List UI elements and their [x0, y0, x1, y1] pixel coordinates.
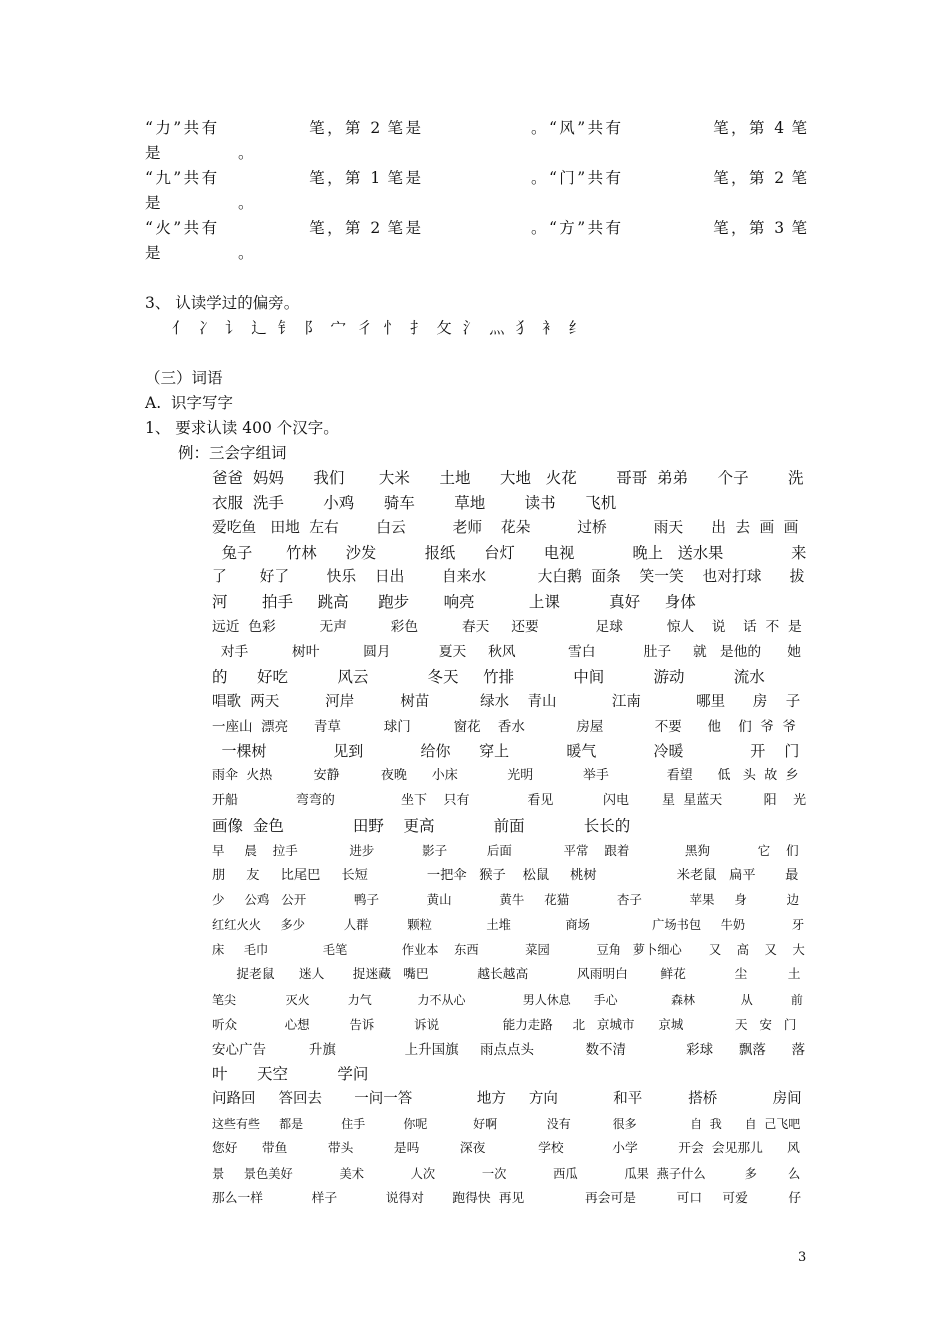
stroke-question-2-cont: 是 。 — [145, 194, 254, 212]
word-list-line: 河 拍手 跳高 跑步 响亮 上课 真好 身体 — [212, 593, 696, 611]
word-list-line: 衣服 洗手 小鸡 骑车 草地 读书 飞机 — [212, 494, 617, 512]
word-list-line: 一座山 漂亮 青草 球门 窗花 香水 房屋 不要 他 们 爷 爷 — [212, 719, 796, 735]
stroke-question-1-cont: 是 。 — [145, 144, 254, 162]
word-list-line: 开船 弯弯的 坐下 只有 看见 闪电 星 星蓝天 阳 光 — [212, 793, 807, 808]
word-list-line: 爸爸 妈妈 我们 大米 土地 大地 火花 哥哥 弟弟 个子 洗 — [212, 469, 804, 487]
stroke-question-2: “九”共有 笔，第 1 笔是 。“门”共有 笔，第 2 笔 — [145, 169, 807, 187]
word-list-line: 兔子 竹林 沙发 报纸 台灯 电视 晚上 送水果 来 — [212, 544, 807, 562]
word-list-line: 朋 友 比尾巴 长短 一把伞 猴子 松鼠 桃树 米老鼠 扁平 最 — [212, 868, 799, 883]
word-list-line: 那么一样 样子 说得对 跑得快 再见 再会可是 可口 可爱 仔 — [212, 1191, 802, 1206]
word-list-line: 画像 金色 田野 更高 前面 长长的 — [212, 817, 631, 835]
word-list-line: 笔尖 灭火 力气 力不从心 男人休息 手心 森林 从 前 — [212, 993, 803, 1007]
requirement-item: 1、 要求认读 400 个汉字。 — [145, 419, 339, 437]
word-list-line: 床 毛巾 毛笔 作业本 东西 菜园 豆角 萝卜细心 又 高 又 大 — [212, 943, 805, 957]
word-list-line: 听众 心想 告诉 诉说 能力走路 北 京城市 京城 天 安 门 — [212, 1017, 797, 1032]
word-list-line: 景 景色美好 美术 人次 一次 西瓜 瓜果 燕子什么 多 么 — [212, 1167, 801, 1181]
radicals-list: 亻 冫 讠 辶 钅 阝 宀 彳 忄 扌 攵 氵 灬 犭 衤 纟 — [172, 319, 587, 337]
example-label: 例：三会字组词 — [178, 444, 287, 462]
word-list-line: 少 公鸡 公开 鸭子 黄山 黄牛 花猫 杏子 苹果 身 边 — [212, 892, 800, 907]
word-list-line: 安心广告 升旗 上升国旗 雨点点头 数不清 彩球 飘落 落 — [212, 1042, 806, 1058]
word-list-line: 爱吃鱼 田地 左右 白云 老师 花朵 过桥 雨天 出 去 画 画 — [212, 519, 799, 536]
word-list-line: 您好 带鱼 带头 是吗 深夜 学校 小学 开会 会见那儿 风 — [212, 1141, 800, 1156]
word-list-line: 唱歌 两天 河岸 树苗 绿水 青山 江南 哪里 房 子 — [212, 694, 801, 710]
word-list-line: 这些有些 都是 住手 你呢 好啊 没有 很多 自 我 自 己飞吧 — [212, 1117, 801, 1131]
radicals-heading: 3、 认读学过的偏旁。 — [145, 294, 300, 312]
word-list-line: 红红火火 多少 人群 颗粒 土堆 商场 广场书包 牛奶 牙 — [212, 918, 805, 932]
stroke-question-3: “火”共有 笔，第 2 笔是 。“方”共有 笔，第 3 笔 — [145, 219, 807, 237]
word-list-line: 早 晨 拉手 进步 影子 后面 平常 跟着 黑狗 它 们 — [212, 843, 799, 858]
subsection-heading: A. 识字写字 — [145, 394, 233, 412]
word-list-line: 叶 天空 学问 — [212, 1065, 369, 1083]
word-list-line: 对手 树叶 圆月 夏天 秋风 雪白 肚子 就 是他的 她 — [212, 644, 802, 660]
word-list-line: 捉老鼠 迷人 捉迷藏 嘴巴 越长越高 风雨明白 鲜花 尘 土 — [212, 967, 801, 982]
word-list-line: 问路回 答回去 一问一答 地方 方向 和平 搭桥 房间 — [212, 1091, 802, 1107]
word-list-line: 雨伞 火热 安静 夜晚 小床 光明 举手 看望 低 头 故 乡 — [212, 768, 799, 783]
stroke-question-3-cont: 是 。 — [145, 244, 254, 262]
section-heading: （三）词语 — [145, 369, 223, 387]
word-list-line: 了 好了 快乐 日出 自来水 大白鹅 面条 笑一笑 也对打球 拔 — [212, 568, 805, 585]
stroke-question-1: “力”共有 笔，第 2 笔是 。“风”共有 笔，第 4 笔 — [145, 119, 807, 137]
word-list-line: 的 好吃 风云 冬天 竹排 中间 游动 流水 — [212, 668, 765, 686]
page-number: 3 — [798, 1250, 807, 1265]
word-list-line: 一棵树 见到 给你 穿上 暖气 冷暖 开 门 — [212, 742, 800, 760]
word-list-line: 远近 色彩 无声 彩色 春天 还要 足球 惊人 说 话 不 是 — [212, 619, 802, 635]
